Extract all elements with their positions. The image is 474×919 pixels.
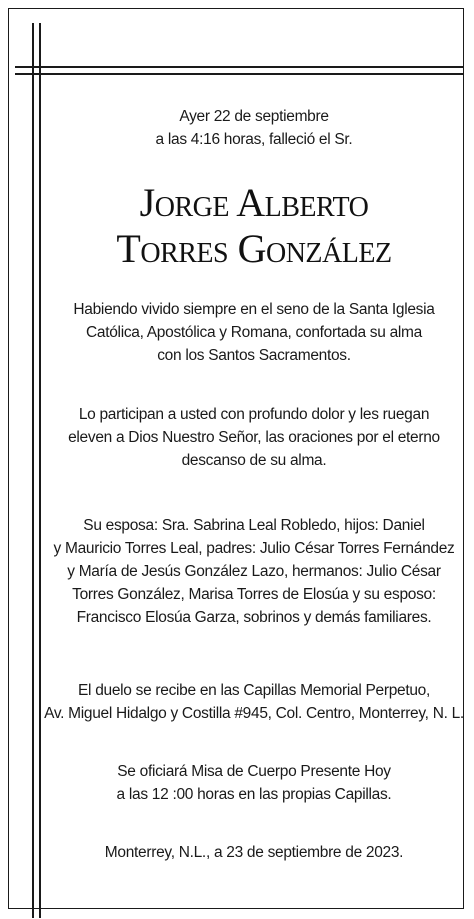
- paragraph-line: Torres González, Marisa Torres de Elosúa y su esposo:: [72, 586, 436, 603]
- decorative-horizontal-rule: [15, 73, 464, 75]
- paragraph-line: Francisco Elosúa Garza, sobrinos y demás familiares.: [76, 609, 432, 626]
- wake-paragraph: [44, 679, 464, 725]
- name-line: Torres González: [116, 226, 392, 271]
- paragraph-line: Su esposa: Sra. Sabrina Leal Robledo, hijos: Daniel: [83, 517, 425, 534]
- paragraph-line: Av. Miguel Hidalgo y Costilla #945, Col. Centro, Monterrey, N. L.: [44, 705, 464, 722]
- paragraph-line: y María de Jesús González Lazo, hermanos: Julio César: [67, 563, 441, 580]
- intro-line: Ayer 22 de septiembre: [179, 108, 329, 125]
- paragraph-line: Lo participan a usted con profundo dolor y les ruegan: [78, 406, 430, 423]
- paragraph-line: eleven a Dios Nuestro Señor, las oraciones por el eterno: [68, 429, 440, 446]
- paragraph-line: Habiendo vivido siempre en el seno de la Santa Iglesia: [73, 301, 435, 318]
- paragraph-line: Se oficiará Misa de Cuerpo Presente Hoy: [117, 763, 391, 780]
- faith-paragraph: [44, 298, 464, 367]
- paragraph-line: y Mauricio Torres Leal, padres: Julio César Torres Fernández: [53, 540, 455, 557]
- decorative-vertical-rule: [32, 23, 34, 918]
- paragraph-line: El duelo se recibe en las Capillas Memorial Perpetuo,: [78, 682, 430, 699]
- deceased-name: [44, 180, 464, 272]
- closing-date-line: Monterrey, N.L., a 23 de septiembre de 2023.: [104, 844, 404, 861]
- paragraph-line: Católica, Apostólica y Romana, confortada su alma: [86, 324, 422, 341]
- intro-text: [44, 105, 464, 151]
- intro-line: a las 4:16 horas, falleció el Sr.: [155, 131, 353, 148]
- family-paragraph: [44, 514, 464, 629]
- paragraph-line: a las 12 :00 horas en las propias Capillas.: [116, 786, 392, 803]
- decorative-horizontal-rule: [15, 66, 464, 68]
- mass-paragraph: [44, 760, 464, 806]
- decorative-vertical-rule: [39, 23, 41, 918]
- announcement-paragraph: [44, 403, 464, 472]
- paragraph-line: con los Santos Sacramentos.: [157, 347, 351, 364]
- name-line: Jorge Alberto: [139, 180, 369, 225]
- paragraph-line: descanso de su alma.: [181, 452, 327, 469]
